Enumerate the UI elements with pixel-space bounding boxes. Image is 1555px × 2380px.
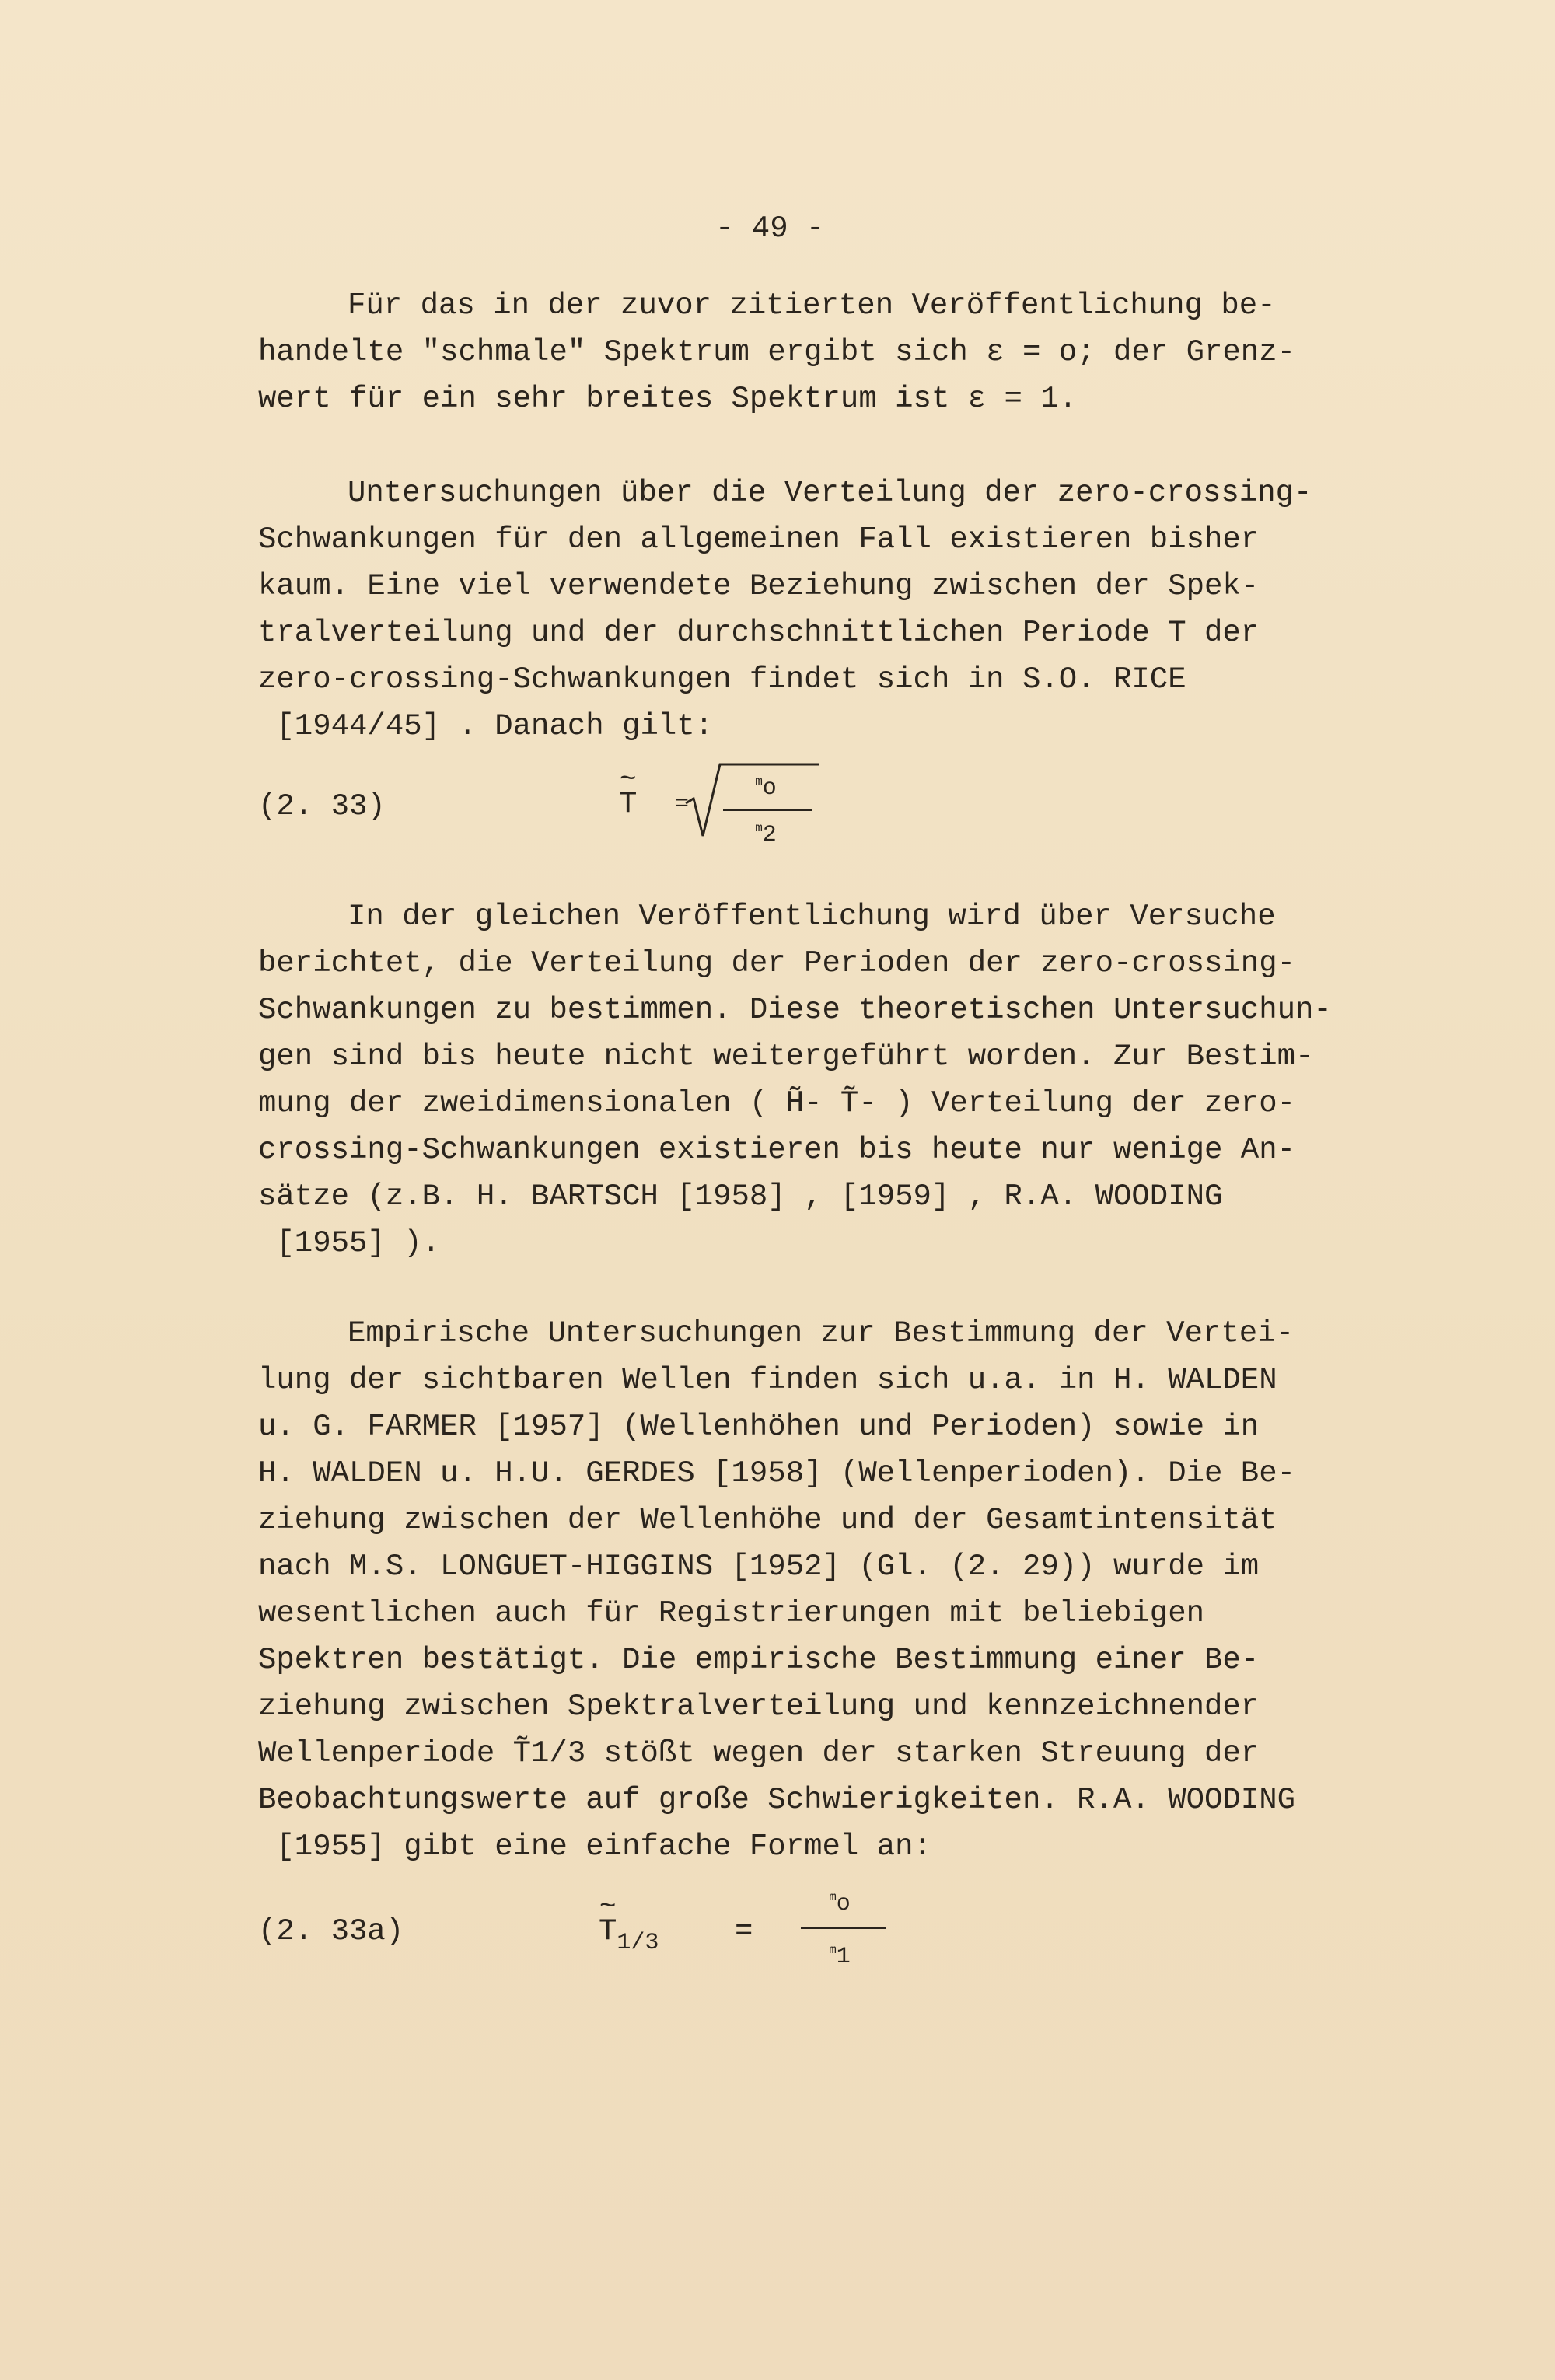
text-line: mung der zweidimensionalen ( H̃- T̃- ) Verteilung der zero-: [258, 1086, 1296, 1120]
page-number: - 49 -: [715, 211, 825, 246]
fraction-denominator: m2: [755, 821, 777, 848]
text-line: Schwankungen für den allgemeinen Fall existieren bisher: [258, 522, 1260, 557]
text-line: wert für ein sehr breites Spektrum ist ε = 1.: [258, 382, 1078, 416]
text-line: lung der sichtbaren Wellen finden sich u.a. in H. WALDEN: [258, 1363, 1277, 1397]
paragraph-1: [258, 282, 1323, 422]
fraction-denominator: m1: [829, 1943, 851, 1970]
text-line: crossing-Schwankungen existieren bis heute nur wenige An-: [258, 1133, 1296, 1167]
text-line: Empirische Untersuchungen zur Bestimmung der Vertei-: [348, 1316, 1294, 1351]
text-line: tralverteilung und der durchschnittlichen Periode T der: [258, 616, 1260, 650]
equation-label: (2. 33): [258, 789, 386, 823]
text-line: In der gleichen Veröffentlichung wird über Versuche: [348, 900, 1276, 934]
text-line: [1944/45] . Danach gilt:: [258, 709, 714, 743]
fraction-bar: [723, 809, 812, 811]
text-line: zero-crossing-Schwankungen findet sich in S.O. RICE: [258, 662, 1186, 697]
text-line: nach M.S. LONGUET-HIGGINS [1952] (Gl. (2. 29)) wurde im: [258, 1550, 1260, 1584]
paragraph-4: [258, 1310, 1323, 1870]
text-line: Schwankungen zu bestimmen. Diese theoretischen Untersuchun-: [258, 993, 1332, 1027]
equation-lhs: [619, 787, 637, 821]
equation-lhs: ~ $T_{1/3}$: [599, 1914, 659, 1948]
text-line: ziehung zwischen der Wellenhöhe und der Gesamtintensität: [258, 1503, 1277, 1537]
text-line: berichtet, die Verteilung der Perioden der zero-crossing-: [258, 946, 1296, 980]
text-line: [1955] ).: [258, 1226, 441, 1260]
text-line: Für das in der zuvor zitierten Veröffentlichung be-: [348, 288, 1276, 323]
text-line: H. WALDEN u. H.U. GERDES [1958] (Wellenperioden). Die Be-: [258, 1456, 1296, 1491]
text-line: u. G. FARMER [1957] (Wellenhöhen und Perioden) sowie in: [258, 1410, 1260, 1444]
text-line: wesentlichen auch für Registrierungen mit beliebigen: [258, 1596, 1204, 1630]
text-line: Wellenperiode T̃1/3 stößt wegen der starken Streuung der: [258, 1736, 1260, 1770]
text-line: gen sind bis heute nicht weitergeführt worden. Zur Bestim-: [258, 1040, 1314, 1074]
text-line: Spektren bestätigt. Die empirische Bestimmung einer Be-: [258, 1643, 1260, 1677]
fraction-numerator: mo: [829, 1890, 851, 1917]
text-line: handelte "schmale" Spektrum ergibt sich ε = o; der Grenz-: [258, 335, 1296, 369]
paragraph-2: [258, 470, 1323, 750]
fraction-numerator: mo: [755, 774, 777, 802]
equals-sign: =: [675, 792, 690, 818]
equals-sign: =: [735, 1914, 753, 1948]
text-line: sätze (z.B. H. BARTSCH [1958] , [1959] , R.A. WOODING: [258, 1180, 1223, 1214]
text-line: Untersuchungen über die Verteilung der zero-crossing-: [348, 476, 1312, 510]
paragraph-3: [258, 893, 1332, 1267]
tilde-t-symbol: ~ T: [619, 787, 637, 821]
fraction-bar: [801, 1927, 886, 1929]
text-line: Beobachtungswerte auf große Schwierigkeiten. R.A. WOODING: [258, 1783, 1296, 1817]
text-line: [1955] gibt eine einfache Formel an:: [258, 1830, 931, 1864]
text-line: kaum. Eine viel verwendete Beziehung zwischen der Spek-: [258, 569, 1260, 603]
equation-label: (2. 33a): [258, 1914, 404, 1948]
text-line: ziehung zwischen Spektralverteilung und kennzeichnender: [258, 1690, 1260, 1724]
